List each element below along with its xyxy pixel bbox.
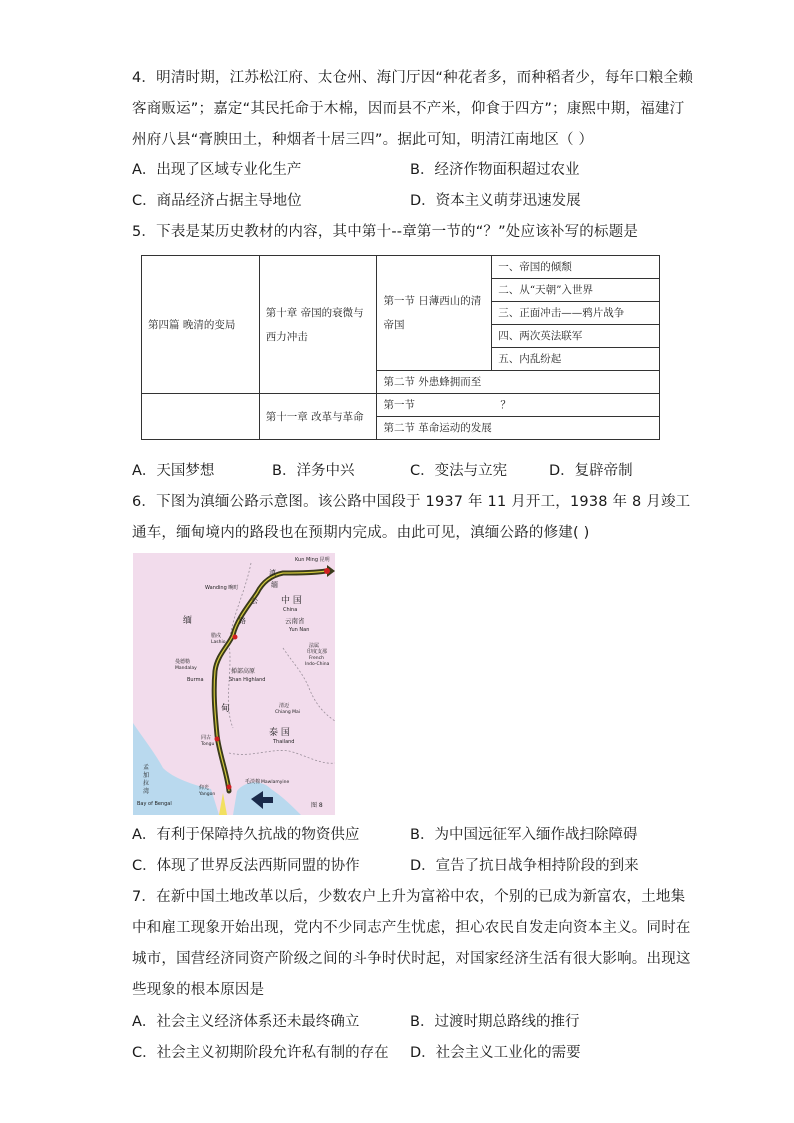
q4-stem-line-1: 4．明清时期，江苏松江府、太仓州、海门厅因“种花者多，而种稻者少，每年口粮全赖 xyxy=(132,70,694,86)
q7-option-d[interactable]: D．社会主义工业化的需要 xyxy=(410,1045,581,1061)
label-chiangmai-en: Chiang Mai xyxy=(275,710,301,715)
table-ch11-section1-blank: ？ xyxy=(500,399,511,411)
label-taiguo: 泰 国 xyxy=(269,728,290,738)
q5-option-b[interactable]: B．洋务中兴 xyxy=(272,463,355,479)
label-mian-road: 缅 xyxy=(271,581,278,589)
label-lu: 路 xyxy=(239,617,246,625)
label-indochina-en: Indo-China xyxy=(305,662,330,667)
label-shan-en: Shan Highland xyxy=(229,677,266,683)
table-ch10-section2-cell: 第二节 外患蜂拥而至 xyxy=(377,371,660,394)
label-french: French xyxy=(309,656,324,661)
label-china: China xyxy=(283,607,298,613)
label-mandalay-en: Mandalay xyxy=(175,666,197,671)
q6-stem-line-2: 通车，缅甸境内的路段也在预期内完成。由此可见，滇缅公路的修建( ) xyxy=(132,525,590,541)
figure-number: 图 8 xyxy=(311,802,323,809)
table-item-5: 五、内乱纷起 xyxy=(492,348,660,371)
label-mandalay: 曼德勒 xyxy=(175,659,191,665)
q5-option-c[interactable]: C．变法与立宪 xyxy=(410,463,508,479)
q6-option-d[interactable]: D．宣告了抗日战争相持阶段的到来 xyxy=(410,858,639,874)
q6-stem-line-1: 6．下图为滇缅公路示意图。该公路中国段于 1937 年 11 月开工，1938 年 8 月竣工 xyxy=(132,494,691,510)
label-toungoo: Tongu xyxy=(201,742,215,747)
q4-stem-line-2: 客商贩运”；嘉定“其民托命于木棉，因而县不产米，仰食于四方”；康熙中期，福建汀 xyxy=(132,101,685,117)
label-dian2: 甸 xyxy=(221,704,231,714)
label-yangon: 仰光 xyxy=(199,785,210,791)
label-zhongguo: 中 国 xyxy=(281,596,302,606)
table-ch11-section1-label: 第一节 xyxy=(383,399,415,411)
table-item-4: 四、两次英法联军 xyxy=(492,325,660,348)
label-mawlamyine: 毛淡棉 xyxy=(245,779,261,785)
table-chapter10-cell: 第十章 帝国的衰微与西力冲击 xyxy=(259,256,377,394)
q7-option-c[interactable]: C．社会主义初期阶段允许私有制的存在 xyxy=(132,1045,389,1061)
label-mian: 缅 xyxy=(183,616,193,626)
toungoo-marker xyxy=(215,737,220,742)
q4-option-d[interactable]: D．资本主义萌芽迅速发展 xyxy=(410,193,581,209)
label-tonggu: 同古 xyxy=(201,735,212,741)
label-thailand: Thailand xyxy=(273,739,295,745)
q7-option-a[interactable]: A．社会主义经济体系还未最终确立 xyxy=(132,1014,360,1030)
label-yunnan: 云南省 xyxy=(285,617,305,625)
label-yunnan-en: Yun Nan xyxy=(289,627,310,633)
label-indochina: 法属 xyxy=(309,643,320,649)
table-part-empty xyxy=(142,394,260,440)
q4-stem-line-3: 州府八县“膏腴田土，种烟者十居三四”。据此可知，明清江南地区（ ） xyxy=(132,132,594,148)
q5-stem: 5．下表是某历史教材的内容，其中第十--章第一节的“？”处应该补写的标题是 xyxy=(132,224,639,240)
label-indochina-2: 印度支那 xyxy=(307,649,328,655)
table-ch10-section1-cell: 第一节 日薄西山的清帝国 xyxy=(377,256,492,371)
lashio-marker xyxy=(233,635,238,640)
q7-option-b[interactable]: B．过渡时期总路线的推行 xyxy=(410,1014,580,1030)
label-bengal-3: 拉 xyxy=(143,780,150,787)
label-kunming: Kun Ming 昆明 xyxy=(295,557,330,563)
yangon-marker xyxy=(227,785,232,790)
table-item-1: 一、帝国的倾颓 xyxy=(492,256,660,279)
label-shan: 掸部高原 xyxy=(231,668,256,675)
table-item-2: 二、从“天朝”入世界 xyxy=(492,279,660,302)
label-gong: 公 xyxy=(251,597,258,605)
textbook-contents-table xyxy=(141,255,660,440)
table-part-cell: 第四篇 晚清的变局 xyxy=(142,256,260,394)
burma-road-map xyxy=(133,553,335,815)
table-ch11-section2-cell: 第二节 革命运动的发展 xyxy=(377,417,660,440)
table-ch11-section1-cell xyxy=(377,394,660,417)
table-chapter11-cell: 第十一章 改革与革命 xyxy=(259,394,377,440)
label-chiangmai: 清迈 xyxy=(279,703,290,709)
q7-stem-line-3: 城市，国营经济同资产阶级之间的斗争时伏时起，对国家经济生活有很大影响。出现这 xyxy=(132,951,691,967)
q6-option-b[interactable]: B．为中国远征军入缅作战扫除障碍 xyxy=(410,827,638,843)
q4-option-b[interactable]: B．经济作物面积超过农业 xyxy=(410,162,580,178)
q4-option-a[interactable]: A．出现了区域专业化生产 xyxy=(132,162,302,178)
kunming-marker xyxy=(324,568,330,574)
q4-option-c[interactable]: C．商品经济占据主导地位 xyxy=(132,193,302,209)
label-bengal-1: 孟 xyxy=(143,764,150,771)
label-yangon-en: Yangon xyxy=(199,792,216,797)
label-burma: Burma xyxy=(187,677,204,683)
q7-stem-line-4: 些现象的根本原因是 xyxy=(132,982,265,998)
label-dian: 滇 xyxy=(269,569,276,577)
label-bengal-en: Bay of Bengal xyxy=(137,801,172,807)
label-bengal-4: 湾 xyxy=(143,788,150,795)
q5-option-a[interactable]: A．天国梦想 xyxy=(132,463,215,479)
label-mawlamyine-en: Mawlamyine xyxy=(261,780,290,785)
table-item-3: 三、正面冲击——鸦片战争 xyxy=(492,302,660,325)
q6-option-a[interactable]: A．有利于保障持久抗战的物资供应 xyxy=(132,827,360,843)
q7-stem-line-2: 中和雇工现象开始出现，党内不少同志产生忧虑，担心农民自发走向资本主义。同时在 xyxy=(132,920,691,936)
label-bengal-2: 加 xyxy=(143,772,150,779)
label-lashio: 腊戍 xyxy=(211,633,222,639)
label-wanding: Wanding 畹町 xyxy=(205,585,239,591)
label-lashio-en: Lashio xyxy=(211,640,226,645)
q6-option-c[interactable]: C．体现了世界反法西斯同盟的协作 xyxy=(132,858,360,874)
q7-stem-line-1: 7．在新中国土地改革以后，少数农户上升为富裕中农，个别的已成为新富农，土地集 xyxy=(132,889,686,905)
q5-option-d[interactable]: D．复辟帝制 xyxy=(549,463,633,479)
